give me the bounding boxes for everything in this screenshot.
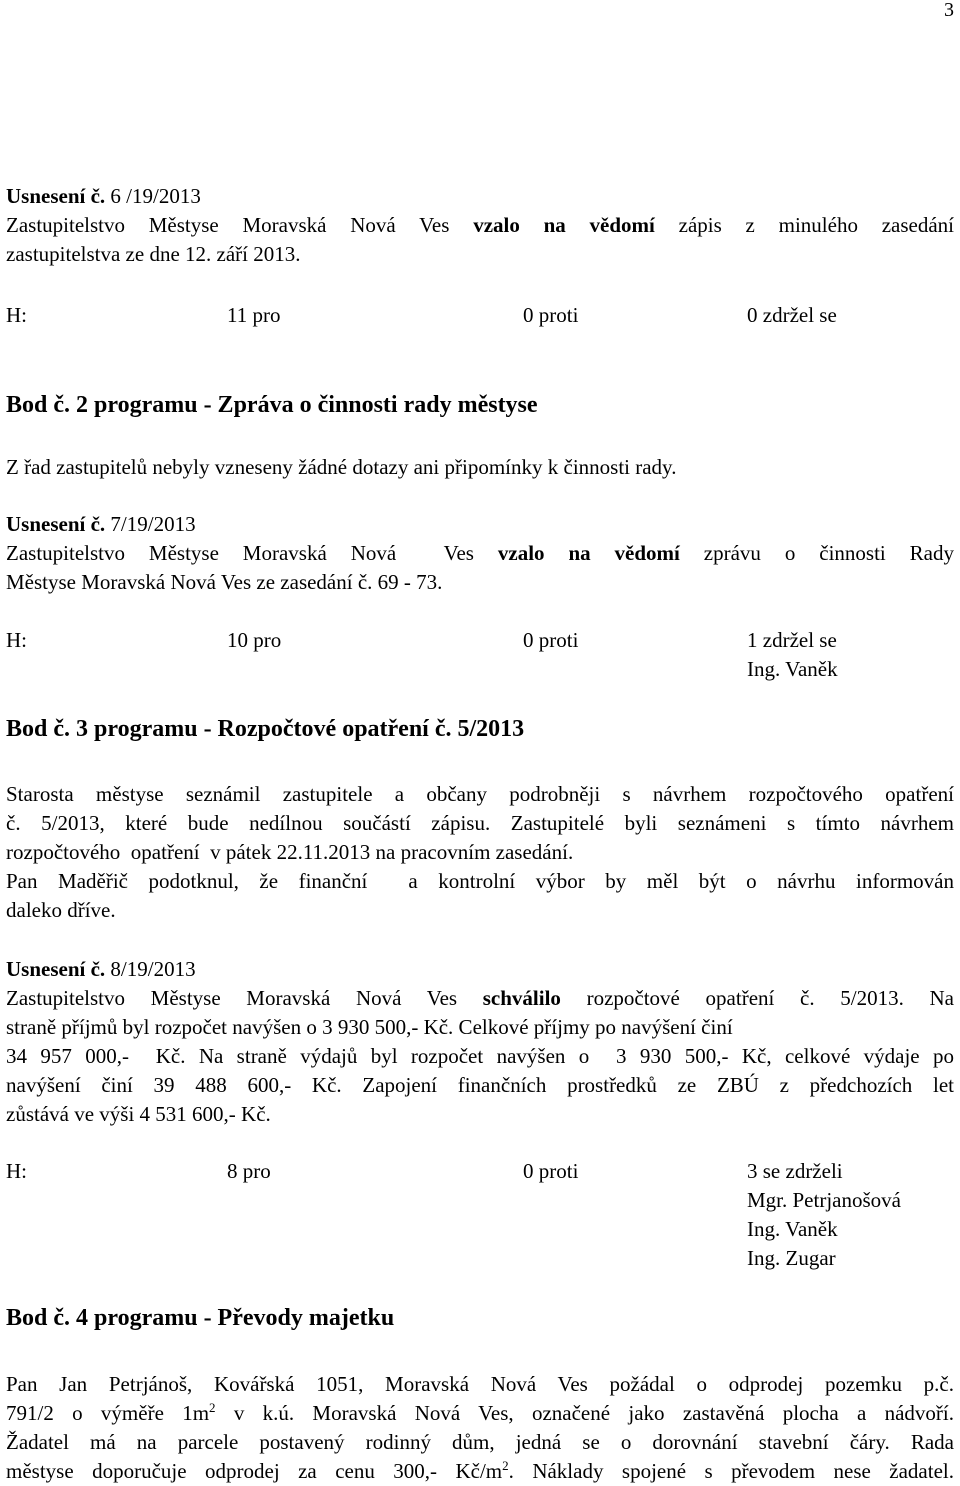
- agenda-item-3-title: Bod č. 3 programu - Rozpočtové opatření č. 5/2013: [6, 716, 525, 742]
- vote-for: 8 pro: [227, 1159, 271, 1183]
- paragraph-line: Pan Jan Petrjánoš, Kovářská 1051, Moravská Nová Ves požádal o odprodej pozemku p.č.: [6, 1372, 954, 1396]
- page-number: 3: [944, 0, 954, 21]
- resolution-7-heading: Usnesení č. 7/19/2013: [6, 512, 196, 536]
- paragraph-line: Starosta městyse seznámil zastupitele a občany podrobněji s návrhem rozpočtového opatření: [6, 782, 954, 806]
- vote-against: 0 proti: [523, 303, 579, 327]
- resolution-8: [6, 955, 954, 1129]
- agenda-item-2-text: Z řad zastupitelů nebyly vzneseny žádné dotazy ani připomínky k činnosti rady.: [6, 455, 677, 479]
- resolution-7-line-2: Městyse Moravská Nová Ves ze zasedání č. 69 - 73.: [6, 570, 443, 594]
- resolution-6-heading: Usnesení č. 6 /19/2013: [6, 184, 201, 208]
- paragraph-line: Žadatel má na parcele postavený rodinný dům, jedná se o dorovnání stavební čáry. Rada: [6, 1430, 954, 1454]
- vote-6: [6, 301, 954, 330]
- resolution-8-line-1: Zastupitelstvo Městyse Moravská Nová Ves schválilo rozpočtové opatření č. 5/2013. Na: [6, 986, 954, 1010]
- vote-abstain: 1 zdržel se: [747, 628, 837, 652]
- vote-for: 11 pro: [227, 303, 281, 327]
- resolution-7: [6, 510, 954, 597]
- paragraph-line: 34 957 000,- Kč. Na straně výdajů byl rozpočet navýšen o 3 930 500,- Kč, celkové výdaje po: [6, 1044, 954, 1068]
- paragraph-line: Pan Maděřič podotknul, že finanční a kontrolní výbor by měl být o návrhu informován: [6, 869, 954, 893]
- paragraph-line: městyse doporučuje odprodej za cenu 300,- $Kč/m^2$. Náklady spojené s převodem nese žadatel.: [6, 1458, 954, 1483]
- abstainer-name: Ing. Vaněk: [747, 1217, 838, 1241]
- vote-against: 0 proti: [523, 628, 579, 652]
- paragraph-line: č. 5/2013, které bude nedílnou součástí zápisu. Zastupitelé byli seznámeni s tímto návrhem: [6, 811, 954, 835]
- paragraph-line: navýšení činí 39 488 600,- Kč. Zapojení finančních prostředků ze ZBÚ z předchozích let: [6, 1073, 954, 1097]
- vote-label: H:: [6, 303, 27, 327]
- paragraph-line: 791/2 o výměře $1m^2$ v k.ú. Moravská Nová Ves, označené jako zastavěná plocha a nádvoří.: [6, 1400, 955, 1425]
- paragraph-line: zůstává ve výši 4 531 600,- Kč.: [6, 1102, 271, 1126]
- vote-against: 0 proti: [523, 1159, 579, 1183]
- agenda-item-3-text: [6, 780, 954, 925]
- paragraph-line: daleko dříve.: [6, 898, 116, 922]
- vote-7: [6, 626, 954, 655]
- vote-abstain: 3 se zdrželi: [747, 1159, 843, 1183]
- vote-label: H:: [6, 628, 27, 652]
- resolution-6: [6, 182, 954, 269]
- resolution-6-line-1: Zastupitelstvo Městyse Moravská Nová Ves vzalo na vědomí zápis z minulého zasedání: [6, 213, 954, 237]
- agenda-item-2-title: Bod č. 2 programu - Zpráva o činnosti rady městyse: [6, 392, 538, 418]
- abstainer-name: Ing. Vaněk: [747, 657, 838, 681]
- vote-label: H:: [6, 1159, 27, 1183]
- abstainer-name: Mgr. Petrjanošová: [747, 1188, 901, 1212]
- resolution-8-heading: Usnesení č. 8/19/2013: [6, 957, 196, 981]
- abstainer-name: Ing. Zugar: [747, 1246, 836, 1270]
- vote-abstain: 0 zdržel se: [747, 303, 837, 327]
- paragraph-line: straně příjmů byl rozpočet navýšen o 3 930 500,- Kč. Celkové příjmy po navýšení činí: [6, 1015, 733, 1039]
- paragraph-line: rozpočtového opatření v pátek 22.11.2013 na pracovním zasedání.: [6, 840, 574, 864]
- resolution-7-line-1: Zastupitelstvo Městyse Moravská Nová Ves vzalo na vědomí zprávu o činnosti Rady: [6, 541, 954, 565]
- agenda-item-4-text: [6, 1370, 954, 1486]
- agenda-item-4-title: Bod č. 4 programu - Převody majetku: [6, 1305, 395, 1331]
- vote-8: [6, 1157, 954, 1186]
- vote-for: 10 pro: [227, 628, 282, 652]
- resolution-6-line-2: zastupitelstva ze dne 12. září 2013.: [6, 242, 301, 266]
